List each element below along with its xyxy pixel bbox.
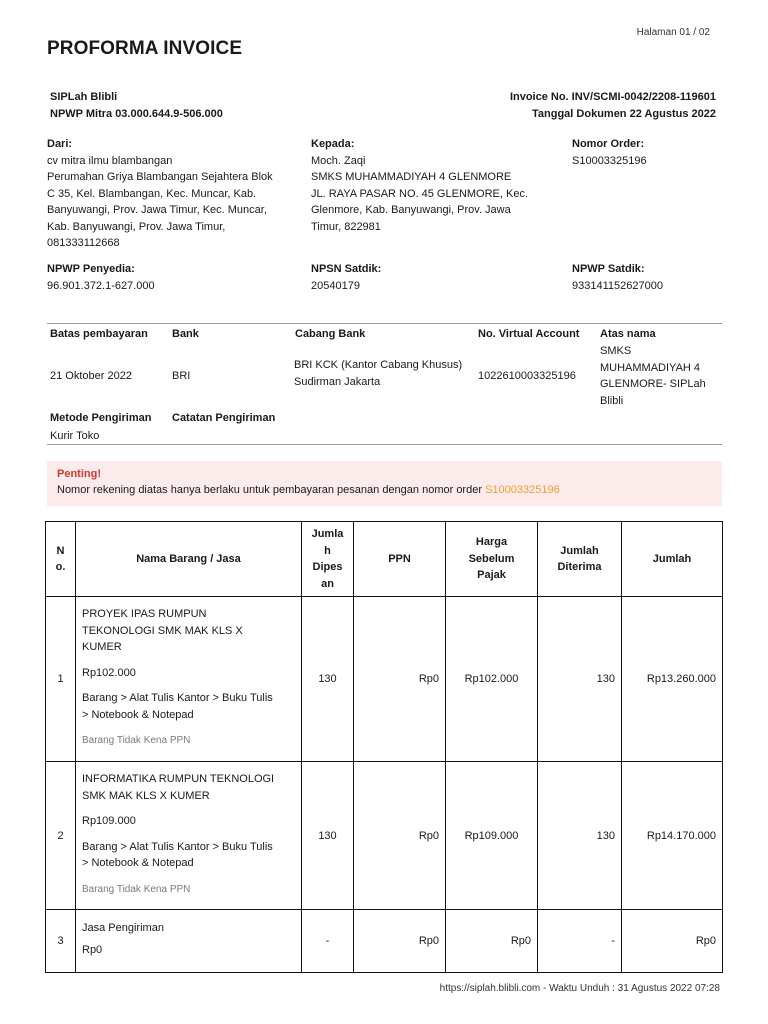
payment-holder-header: Atas nama — [600, 328, 656, 340]
from-line: cv mitra ilmu blambangan — [47, 154, 173, 167]
payment-branch-header: Cabang Bank — [295, 328, 366, 340]
to-line: Timur, 822981 — [311, 220, 381, 233]
payment-virtual-account: 1022610003325196 — [478, 370, 576, 382]
row-total: Rp0 — [622, 910, 723, 973]
to-line: Glenmore, Kab. Banyuwangi, Prov. Jawa — [311, 204, 511, 216]
to-line: SMKS MUHAMMADIYAH 4 GLENMORE — [311, 171, 512, 183]
npwp-penyedia — [47, 261, 155, 294]
npwp-penyedia-label: NPWP Penyedia: — [47, 263, 135, 275]
from-block — [47, 136, 297, 252]
payment-holder-line: GLENMORE- SIPLah — [600, 378, 706, 390]
item-name: Jasa Pengiriman — [82, 921, 164, 934]
seller-name: SIPLah Blibli — [50, 91, 118, 103]
row-price: Rp102.000 — [446, 597, 538, 762]
col-qty-header: Jumla h Dipes an — [302, 522, 354, 597]
invoice-date: Tanggal Dokumen 22 Agustus 2022 — [532, 108, 716, 120]
items-table — [45, 521, 723, 973]
footer-download-info: https://siplah.blibli.com - Waktu Unduh : 31 Agustus 2022 07:28 — [439, 983, 720, 994]
from-line: Perumahan Griya Blambangan Sejahtera Blok — [47, 171, 273, 183]
npwp-penyedia-value: 96.901.372.1-627.000 — [47, 279, 155, 292]
invoice-number: Invoice No. INV/SCMI-0042/2208-119601 — [509, 91, 716, 103]
npsn-satdik — [311, 261, 381, 294]
row-total: Rp14.170.000 — [622, 762, 723, 910]
item-category: Barang > Alat Tulis Kantor > Buku Tulis > Notebook & Notepad — [82, 840, 273, 869]
payment-holder-line: MUHAMMADIYAH 4 — [600, 361, 701, 374]
col-name-header: Nama Barang / Jasa — [76, 522, 302, 597]
payment-bank: BRI — [172, 370, 191, 382]
order-value: S10003325196 — [572, 154, 647, 167]
item-unit-price: Rp102.000 — [82, 666, 136, 679]
payment-holder-line: SMKS — [600, 345, 632, 357]
important-notice — [47, 461, 722, 506]
row-no: 1 — [46, 597, 76, 762]
npwp-satdik-label: NPWP Satdik: — [572, 263, 645, 275]
payment-va-header: No. Virtual Account — [478, 328, 580, 340]
table-header-row — [46, 522, 723, 597]
col-price-header: Harga Sebelum Pajak — [446, 522, 538, 597]
page-title: PROFORMA INVOICE — [47, 38, 243, 59]
to-line: JL. RAYA PASAR NO. 45 GLENMORE, Kec. — [311, 187, 529, 200]
from-line: 081333112668 — [47, 237, 120, 249]
item-name: INFORMATIKA RUMPUN TEKNOLOGI SMK MAK KLS X KUMER — [82, 773, 275, 802]
table-row — [46, 910, 723, 973]
table-row — [46, 597, 723, 762]
order-label: Nomor Order: — [572, 138, 645, 150]
col-total-header: Jumlah — [622, 522, 723, 597]
to-label: Kepada: — [311, 138, 355, 150]
row-total: Rp13.260.000 — [622, 597, 723, 762]
row-no: 3 — [46, 910, 76, 973]
from-line: Kab. Banyuwangi, Prov. Jawa Timur, — [47, 220, 226, 233]
row-price: Rp109.000 — [446, 762, 538, 910]
item-tax-note: Barang Tidak Kena PPN — [82, 735, 191, 747]
from-line: C 35, Kel. Blambangan, Kec. Muncar, Kab. — [47, 187, 257, 200]
npsn-satdik-label: NPSN Satdik: — [311, 263, 382, 275]
npsn-satdik-value: 20540179 — [311, 279, 360, 292]
item-unit-price: Rp0 — [82, 944, 103, 956]
divider — [47, 444, 722, 445]
row-description — [76, 910, 302, 973]
payment-branch — [294, 357, 462, 390]
row-received: - — [538, 910, 622, 973]
from-line: Banyuwangi, Prov. Jawa Timur, Kec. Muncar, — [47, 204, 267, 216]
payment-branch-line: BRI KCK (Kantor Cabang Khusus) — [294, 359, 463, 371]
item-unit-price: Rp109.000 — [82, 815, 136, 827]
payment-due-header: Batas pembayaran — [50, 328, 148, 340]
row-price: Rp0 — [446, 910, 538, 973]
payment-holder — [600, 343, 706, 409]
notice-text: Nomor rekening diatas hanya berlaku untuk pembayaran pesanan dengan nomor order — [57, 484, 486, 496]
row-ppn: Rp0 — [354, 910, 446, 973]
shipping-notes-label: Catatan Pengiriman — [172, 412, 276, 424]
item-tax-note: Barang Tidak Kena PPN — [82, 883, 191, 895]
row-ppn: Rp0 — [354, 597, 446, 762]
npwp-satdik-value: 933141152627000 — [572, 279, 663, 292]
row-ppn: Rp0 — [354, 762, 446, 910]
row-description — [76, 762, 302, 910]
row-received: 130 — [538, 762, 622, 910]
to-block — [311, 136, 561, 235]
col-ppn-header: PPN — [354, 522, 446, 597]
col-received-header: Jumlah Diterima — [538, 522, 622, 597]
notice-order-number: S10003325196 — [485, 484, 560, 496]
notice-message — [57, 482, 712, 498]
table-row — [46, 762, 723, 910]
shipping-method: Kurir Toko — [50, 430, 100, 442]
shipping-method-label: Metode Pengiriman — [50, 412, 152, 424]
row-qty: 130 — [302, 597, 354, 762]
item-category: Barang > Alat Tulis Kantor > Buku Tulis > Notebook & Notepad — [82, 692, 273, 721]
payment-branch-line: Sudirman Jakarta — [294, 375, 381, 388]
page-number: Halaman 01 / 02 — [636, 27, 710, 38]
row-qty: - — [302, 910, 354, 973]
row-received: 130 — [538, 597, 622, 762]
payment-due-date: 21 Oktober 2022 — [50, 370, 132, 382]
divider — [47, 323, 722, 324]
payment-bank-header: Bank — [172, 328, 199, 340]
npwp-satdik — [572, 261, 663, 294]
col-no-header: N o. — [46, 522, 76, 597]
from-label: Dari: — [47, 138, 73, 150]
row-description — [76, 597, 302, 762]
item-name: PROYEK IPAS RUMPUN TEKONOLOGI SMK MAK KLS X KUMER — [82, 608, 243, 654]
to-line: Moch. Zaqi — [311, 154, 366, 167]
row-qty: 130 — [302, 762, 354, 910]
payment-holder-line: Blibli — [600, 394, 624, 407]
row-no: 2 — [46, 762, 76, 910]
notice-title: Penting! — [57, 468, 101, 480]
seller-npwp: NPWP Mitra 03.000.644.9-506.000 — [50, 108, 223, 120]
order-block — [572, 136, 722, 169]
